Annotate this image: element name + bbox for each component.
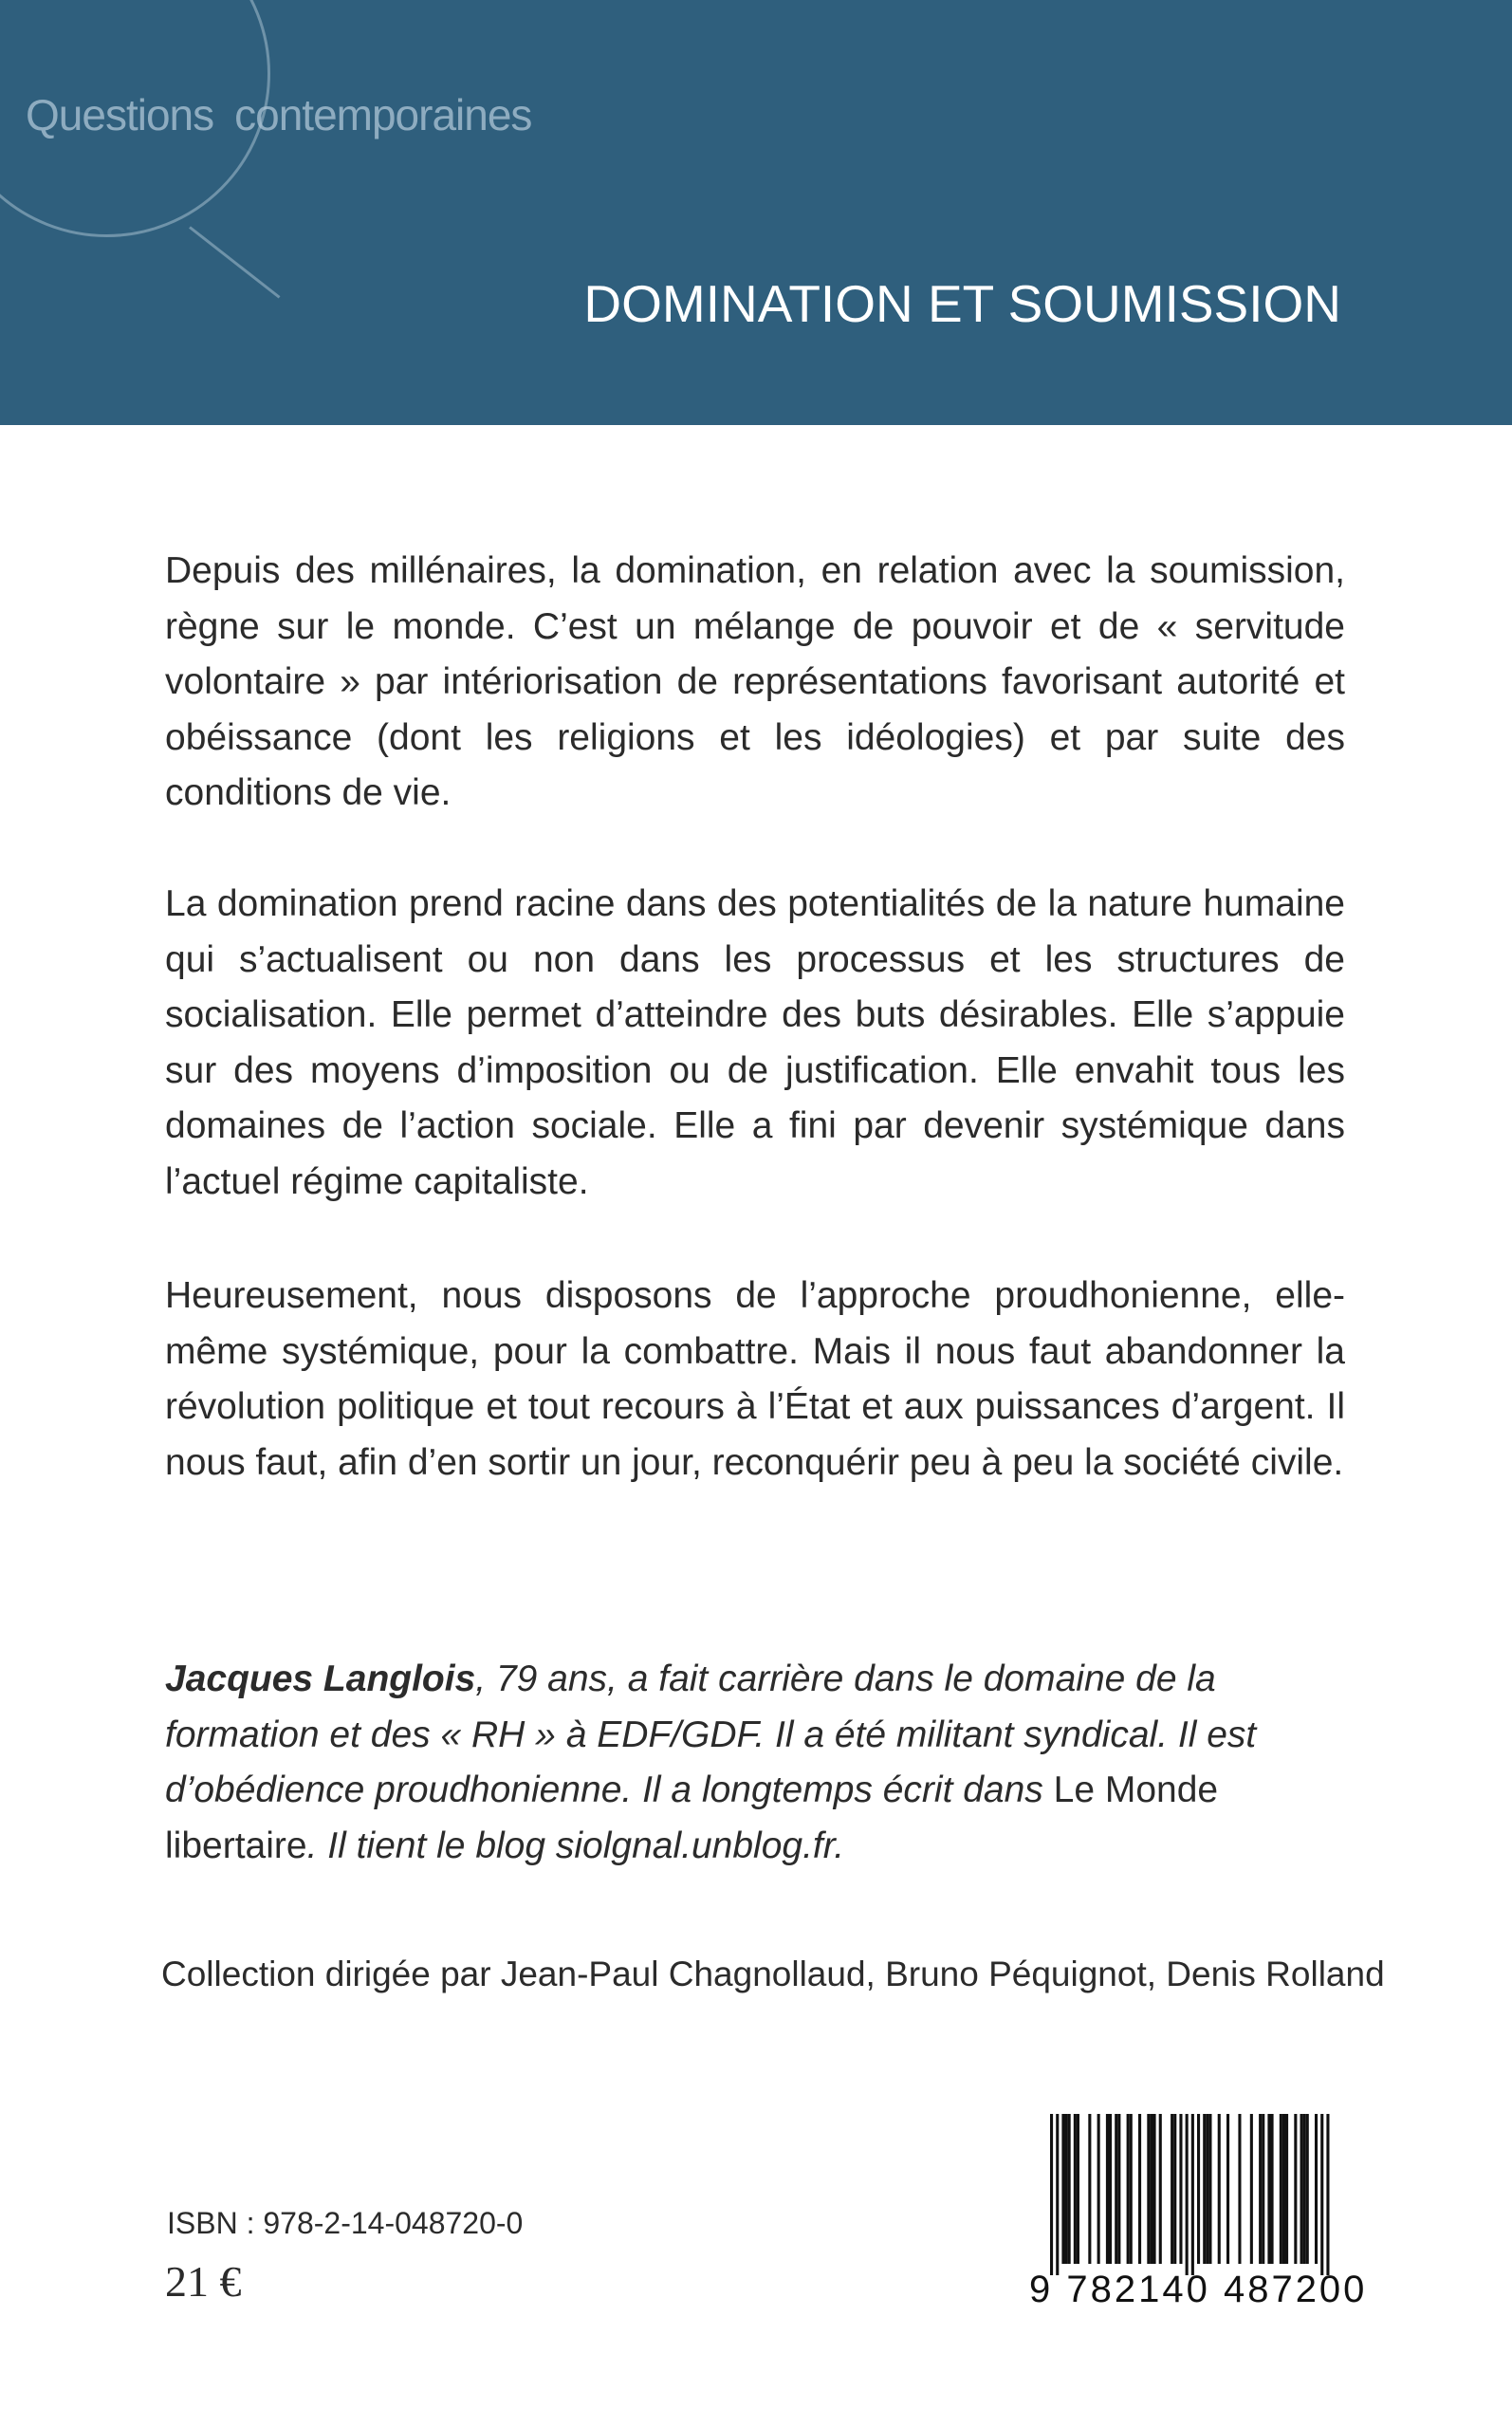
barcode-bar [1320,2114,1323,2275]
barcode-bar [1056,2114,1059,2275]
blurb-paragraph-2: La domination prend racine dans des potentialités de la nature humaine qui s’actualisent ou non dans les processus et les structures de socialisation. Elle permet d’atteindre des buts désirables. Elle s’appuie sur des moyens d’imposition ou de justification. Elle envahit tous les domaines de l’action sociale. Elle a fini par devenir systémique dans l’actuel régime capitaliste. [165,883,1345,1202]
barcode-bar [1138,2114,1141,2264]
barcode-bar [1074,2114,1077,2264]
barcode-bar [1285,2114,1288,2264]
barcode-bar [1197,2114,1200,2264]
barcode-bar [1130,2114,1133,2264]
isbn: ISBN : 978-2-14-048720-0 [167,2206,524,2240]
barcode-digits: 9 782140 487200 [1029,2269,1368,2310]
barcode [1029,2114,1368,2332]
barcode-bar [1315,2114,1318,2264]
barcode-bar [1097,2114,1100,2264]
barcode-bar [1282,2114,1285,2264]
series-name [26,89,552,140]
barcode-bar [1088,2114,1091,2264]
barcode-bar [1306,2114,1309,2264]
barcode-bar [1179,2114,1182,2264]
barcode-bar [1191,2114,1194,2275]
author-bio-part-2: . Il tient le blog siolgnal.unblog.fr. [306,1825,845,1866]
series-word-2: contemporaines [234,90,532,139]
barcode-bar [1238,2114,1241,2264]
barcode-bar [1262,2114,1264,2264]
barcode-bar [1065,2114,1068,2264]
series-q-logo-tail [189,226,280,298]
barcode-bar [1303,2114,1306,2264]
barcode-bar [1294,2114,1297,2264]
barcode-bar [1159,2114,1162,2264]
barcode-bar [1068,2114,1071,2264]
barcode-bar [1050,2114,1053,2275]
barcode-bar [1203,2114,1206,2264]
barcode-bar [1109,2114,1112,2264]
barcode-bar [1115,2114,1117,2264]
barcode-bar [1326,2114,1329,2275]
collection-directors: Collection dirigée par Jean-Paul Chagnollaud, Bruno Péquignot, Denis Rolland [161,1955,1385,1993]
barcode-bar [1259,2114,1262,2264]
barcode-bar [1250,2114,1253,2264]
series-word-1: Questions [26,90,214,139]
barcode-bar [1061,2114,1064,2264]
barcode-bar [1173,2114,1176,2264]
author-name: Jacques Langlois [165,1659,476,1699]
barcode-bar [1300,2114,1303,2264]
barcode-bar [1208,2114,1211,2264]
barcode-bar [1117,2114,1120,2264]
price: 21 € [165,2257,242,2306]
blurb-paragraph-3: Heureusement, nous disposons de l’approche proudhonienne, elle-même systémique, pour la combattre. Mais il nous faut abandonner la révolution politique et tout recours à l’État et aux puissances d’argent. Il nous faut, afin d’en sortir un jour, reconquérir peu à peu la société civile. [165,1275,1345,1483]
blurb-paragraph-1: Depuis des millénaires, la domination, en relation avec la soumission, règne sur le monde. C’est un mélange de pouvoir et de « servitude volontaire » par intériorisation de représentations favorisant autorité et obéissance (dont les religions et les idéologies) et par suite des conditions de vie. [165,550,1345,813]
barcode-bar [1077,2114,1079,2264]
book-title: DOMINATION ET SOUMISSION [583,274,1341,333]
barcode-bar [1186,2114,1189,2275]
barcode-bar [1267,2114,1270,2264]
barcode-bar [1150,2114,1152,2264]
barcode-bars [1029,2114,1342,2275]
publication-title: Le Monde libertaire [165,1770,1219,1866]
barcode-bar [1280,2114,1282,2264]
barcode-bar [1226,2114,1229,2264]
header-band [0,0,1512,425]
barcode-bar [1127,2114,1130,2264]
barcode-bar [1206,2114,1208,2264]
barcode-bar [1271,2114,1274,2264]
barcode-bar [1218,2114,1221,2264]
barcode-bar [1147,2114,1150,2264]
barcode-bar [1171,2114,1173,2264]
barcode-bar [1106,2114,1109,2264]
barcode-bar [1153,2114,1156,2264]
author-bio [165,1652,1345,1874]
author-bio-part-1: , 79 ans, a fait carrière dans le domaine de la formation et des « RH » à EDF/GDF. Il a été militant syndical. Il est d’obédience proudhonienne. Il a longtemps écrit dans [165,1659,1257,1810]
